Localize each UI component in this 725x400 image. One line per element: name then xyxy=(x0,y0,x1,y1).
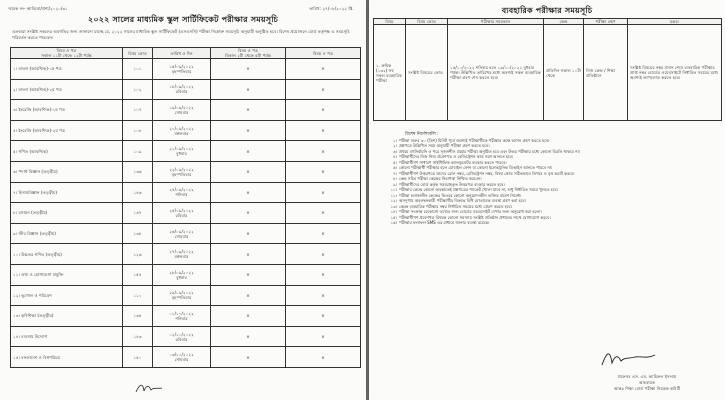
instruction-text: প্রশ্নপত্রে উল্লিখিত সময় অনুযায়ী পরীক্ষা গ্রহণ করতে হবে। xyxy=(399,143,490,149)
cross-mark-cell: × xyxy=(211,285,286,306)
practical-schedule-title: ব্যবহারিক পরীক্ষার সময়সূচি xyxy=(501,6,593,15)
instruction-item xyxy=(385,176,711,181)
header-date: তারিখ ও দিন xyxy=(153,48,211,59)
practical-schedule-table xyxy=(373,18,722,121)
cross-mark-cell: × xyxy=(286,161,361,182)
cross-mark-cell: × xyxy=(211,79,286,100)
header-extra: বিষয় ও পত্র xyxy=(286,48,361,59)
cross-mark-cell: × xyxy=(286,285,361,306)
table-row xyxy=(11,141,361,162)
date-cell: ২১/০৯/২০২২ বুধবার xyxy=(153,141,211,162)
practical-type: নিজ কেন্দ্র / শিক্ষা প্রতিষ্ঠানে xyxy=(584,25,628,121)
practical-period: ১৫/১০/২০২২ শনিবার হতে ১৯/১০/২০২২ বুধবার পর্যন্ত। উল্লিখিত তারিখের মধ্যে অবশ্যই সকল ব্যবহারিক পরীক্ষা গ্রহণ শেষ করতে হবে। xyxy=(448,25,544,121)
subject-cell: ৭। হিসাববিজ্ঞান (তত্ত্বীয়) xyxy=(11,182,123,203)
date-cell: ২৪/০৯/২০২২ শনিবার xyxy=(153,182,211,203)
date-cell: ২৫/০৯/২০২২ রবিবার xyxy=(153,203,211,224)
signer-name: প্রফেসর এস. এম. আমিরুল ইসলাম xyxy=(617,374,677,379)
instruction-number: ৬। xyxy=(392,165,397,171)
instruction-number: ৯। xyxy=(392,181,397,187)
instruction-number: ১০। xyxy=(390,187,397,193)
instruction-text: পরীক্ষার্থীগণ সাধারণ সাইন্টিফিক ক্যালকুলেটর ব্যবহার করতে পারবে। xyxy=(399,159,507,165)
table-row xyxy=(11,79,361,100)
instruction-item xyxy=(385,187,711,192)
instruction-number: ৪। xyxy=(392,154,397,160)
instruction-number: ৮। xyxy=(392,176,397,182)
instruction-item xyxy=(385,209,711,214)
cross-mark-cell: × xyxy=(286,223,361,244)
table-row xyxy=(11,285,361,306)
instruction-text: কেন্দ্র সচিব পরীক্ষা কেন্দ্রের নিরাপত্তা নিশ্চিত করবেন। xyxy=(399,176,482,182)
instruction-item xyxy=(385,160,711,165)
signature-mark-left xyxy=(134,381,174,395)
practical-header-code: বিষয় কোড xyxy=(406,19,448,25)
date-cell: ২৭/০৯/২০২২ মঙ্গলবার xyxy=(153,244,211,265)
cross-mark-cell: × xyxy=(211,326,286,347)
instruction-text: পরীক্ষার্থীগণ প্রবেশপত্র বিষয়ক কোনো সমস্যায় সংশ্লিষ্ট প্রতিষ্ঠান প্রধানের সাথে যোগাযোগ করবে। xyxy=(399,214,551,220)
practical-remarks: সংশ্লিষ্ট বিষয়ের নম্বর প্রদান শেষে ব্যবহারিক পরীক্ষার প্রাপ্ত নম্বর বোর্ডের ওয়েবসাইটে নির্ধারিত সময়ের মধ্যে অবশ্যই আপলোড করতে হবে। xyxy=(628,25,722,121)
code-cell: ১৪৬ xyxy=(123,182,153,203)
right-document-page xyxy=(369,0,725,400)
instruction-item xyxy=(385,220,711,225)
header-subject: বিষয় ও পত্র সকাল ১১টা থেকে ১২টা পর্যন্ত xyxy=(11,48,123,59)
cross-mark-cell: × xyxy=(211,161,286,182)
exam-schedule-table xyxy=(10,47,361,368)
instruction-item xyxy=(385,154,711,159)
instruction-text: পরীক্ষার ফলাফল SMS এর মাধ্যমে জানার ব্যবস্থা রয়েছে। xyxy=(399,220,490,226)
table-row xyxy=(11,100,361,121)
instruction-number: ১৪। xyxy=(390,209,397,215)
cross-mark-cell: × xyxy=(211,100,286,121)
cross-mark-cell: × xyxy=(286,306,361,327)
instruction-number: ১৬। xyxy=(390,220,397,226)
cross-mark-cell: × xyxy=(286,326,361,347)
subject-cell: ১১। তথ্য ও যোগাযোগ প্রযুক্তি xyxy=(11,264,123,285)
instruction-text: পরীক্ষা সংক্রান্ত যেকোনো তথ্যের জন্য বোর্ডের ওয়েবসাইট দেখার জন্য অনুরোধ করা হলো। xyxy=(399,209,542,215)
instruction-text: কোনো পরীক্ষার্থী পরীক্ষার হলে মোবাইল ফোন বা কোনো ইলেকট্রনিক ডিভাইস আনতে পারবে না। xyxy=(399,165,553,171)
practical-header-type: পরীক্ষা গ্রহণ xyxy=(584,19,628,25)
table-row xyxy=(11,120,361,141)
instruction-number: ৭। xyxy=(392,170,397,176)
cross-mark-cell: × xyxy=(286,264,361,285)
code-cell: ১৫৪ xyxy=(123,264,153,285)
practical-header-period: পরীক্ষার সময়কাল xyxy=(448,19,544,25)
practical-header-subject: বিষয় xyxy=(374,19,406,25)
memo-line xyxy=(8,6,358,12)
cross-mark-cell: × xyxy=(286,100,361,121)
practical-center: প্রতিদিন সকাল ১০টা থেকে xyxy=(544,25,584,121)
cross-mark-cell: × xyxy=(286,182,361,203)
instruction-number: ৩। xyxy=(392,148,397,154)
cross-mark-cell: × xyxy=(211,223,286,244)
date-cell: ০২/১০/২০২২ রবিবার xyxy=(153,326,211,347)
subject-cell: ৬। পদার্থ বিজ্ঞান (তত্ত্বীয়) xyxy=(11,161,123,182)
instruction-text: কেন্দ্রে ব্যবহারিক পরীক্ষার নম্বর নির্ধারিত সময়ের মধ্যে প্রেরণ করতে হবে। xyxy=(399,203,513,209)
code-cell: ১৩৬ xyxy=(123,161,153,182)
practical-header-center: কেন্দ্র xyxy=(544,19,584,25)
cross-mark-cell: × xyxy=(211,59,286,80)
cross-mark-cell: × xyxy=(211,141,286,162)
instruction-number: ১৩। xyxy=(390,203,397,209)
instruction-item xyxy=(385,215,711,220)
instruction-number: ১৫। xyxy=(390,214,397,220)
instruction-number: ১। xyxy=(392,138,397,143)
table-row xyxy=(11,347,361,368)
instruction-number: ১২। xyxy=(390,198,397,204)
subject-cell: ১৪। ব্যবসায় উদ্যোগ xyxy=(11,326,123,347)
table-row xyxy=(11,264,361,285)
instruction-text: প্রথমে বহুনির্বাচনি ও পরে সৃজনশীল প্রশ্নের পরীক্ষা অনুষ্ঠিত হবে এবং উভয় পরীক্ষার মধ্যে কোনো বিরতি থাকবে না। xyxy=(399,148,581,154)
date-cell: ২০/০৯/২০২২ মঙ্গলবার xyxy=(153,120,211,141)
subject-cell: ২। বাংলা (আবশ্যিক)-২য় পত্র xyxy=(11,79,123,100)
cross-mark-cell: × xyxy=(286,203,361,224)
memo-number: স্মারক নং- আবিবো/প্রশা/২০২০/৩১ xyxy=(8,6,68,11)
special-instructions-list xyxy=(385,138,711,226)
date-cell: ১৫/০৯/২০২২ বৃহস্পতিবার xyxy=(153,59,211,80)
table-row xyxy=(11,326,361,347)
subject-cell: ৩। ইংরেজি (আবশ্যিক)-১ম পত্র xyxy=(11,100,123,121)
code-cell: ১৩৮ xyxy=(123,223,153,244)
memo-date: তারিখ: ২৭/০৮/২০২২ খ্রি. xyxy=(309,6,354,11)
instruction-number: ২। xyxy=(392,143,397,149)
code-cell: ১০৮ xyxy=(123,120,153,141)
instruction-text: পরীক্ষার্থীগণ উত্তরপত্রে তাদের রোল নম্বর, রেজিস্ট্রেশন নম্বর, বিষয় কোড সঠিকভাবে লিখবে ও বৃত্ত ভরাট করবে। xyxy=(399,170,575,176)
cross-mark-cell: × xyxy=(211,347,286,368)
instruction-item xyxy=(385,143,711,148)
table-row xyxy=(11,59,361,80)
subject-cell: ৪। ইংরেজি (আবশ্যিক)-২য় পত্র xyxy=(11,120,123,141)
practical-code: সংশ্লিষ্ট বিষয়ের কোড xyxy=(406,25,448,121)
code-cell: ১০২ xyxy=(123,79,153,100)
instruction-item xyxy=(385,198,711,203)
cross-mark-cell: × xyxy=(286,59,361,80)
date-cell: ২৯/০৯/২০২২ বৃহস্পতিবার xyxy=(153,285,211,306)
practical-subject: ১. ক্রমিক (১৩২) সহ সকল ব্যবহারিক পরীক্ষা xyxy=(374,25,406,121)
instruction-item xyxy=(385,138,711,143)
date-cell: ০৩/১০/২০২২ সোমবার xyxy=(153,347,211,368)
cross-mark-cell: × xyxy=(211,120,286,141)
cross-mark-cell: × xyxy=(211,182,286,203)
instruction-text: পরীক্ষার্থীদের বোর্ড কর্তৃক সরবরাহকৃত উত্তরপত্র ব্যবহার করতে হবে। xyxy=(399,181,505,187)
header-afternoon: বিষয় ও পত্র বিকাল ২টা থেকে ৫টা পর্যন্ত xyxy=(211,48,286,59)
instruction-item xyxy=(385,171,711,176)
date-cell: ০১/১০/২০২২ শনিবার xyxy=(153,306,211,327)
table-row xyxy=(11,306,361,327)
cross-mark-cell: × xyxy=(211,203,286,224)
practical-header-remarks: মন্তব্য xyxy=(628,19,722,25)
subject-cell: ৮। রসায়ন (তত্ত্বীয়) xyxy=(11,203,123,224)
cross-mark-cell: × xyxy=(211,264,286,285)
special-instructions-heading: বিশেষ নির্দেশাবলি : xyxy=(405,132,439,137)
subject-cell: ১৫। বাংলাদেশ ও বিশ্বপরিচয় xyxy=(11,347,123,368)
signer-office: আন্তঃ শিক্ষা বোর্ড পরীক্ষা নিয়ন্ত্রক কমিটি xyxy=(613,386,681,391)
instruction-text: পরীক্ষার কেন্দ্রে কোনো অবস্থাতেই প্রশ্নপত্রের প্যাকেট খোলা যাবে না, শুধু নির্ধারিত সময়ে খুলতে হবে। xyxy=(399,187,559,193)
code-cell: ১৩৭ xyxy=(123,203,153,224)
cross-mark-cell: × xyxy=(286,141,361,162)
cross-mark-cell: × xyxy=(286,347,361,368)
date-cell: ২২/০৯/২০২২ বৃহস্পতিবার xyxy=(153,161,211,182)
table-row xyxy=(11,182,361,203)
date-cell: ২৬/০৯/২০২২ সোমবার xyxy=(153,223,211,244)
code-cell: ১১০ xyxy=(123,285,153,306)
subject-cell: ১৩। কৃষিশিক্ষা (তত্ত্বীয়) xyxy=(11,306,123,327)
practical-row xyxy=(374,25,722,121)
subject-cell: ১২। ভূগোল ও পরিবেশ xyxy=(11,285,123,306)
instruction-number: ৫। xyxy=(392,159,397,165)
cross-mark-cell: × xyxy=(286,79,361,100)
code-cell: ১০৯ xyxy=(123,141,153,162)
table-row xyxy=(11,203,361,224)
cross-mark-cell: × xyxy=(286,120,361,141)
table-row xyxy=(11,244,361,265)
cross-mark-cell: × xyxy=(286,244,361,265)
cross-mark-cell: × xyxy=(211,306,286,327)
subject-cell: ৫। গণিত (আবশ্যিক) xyxy=(11,141,123,162)
cross-mark-cell: × xyxy=(211,244,286,265)
subject-cell: ১০। উচ্চতর গণিত (তত্ত্বীয়) xyxy=(11,244,123,265)
instruction-text: পরীক্ষা শুরুর ৩০ (ত্রিশ) মিনিট পূর্বে অবশ্যই পরীক্ষার্থীকে পরীক্ষার কক্ষে আসন গ্রহণ করতে হবে। xyxy=(399,138,550,143)
code-cell: ১০১ xyxy=(123,59,153,80)
subject-cell: ৯। জীব বিজ্ঞান (তত্ত্বীয়) xyxy=(11,223,123,244)
code-cell: ১০৭ xyxy=(123,100,153,121)
instruction-item xyxy=(385,149,711,154)
instruction-item xyxy=(385,193,711,198)
instruction-text: অসদুপায় অবলম্বনকারী পরীক্ষার্থীর বিরুদ্ধে বিধি মোতাবেক ব্যবস্থা গ্রহণ করা হবে। xyxy=(399,198,526,204)
instruction-number: ১১। xyxy=(390,192,397,198)
code-cell: ১৩৪ xyxy=(123,306,153,327)
table-header-row xyxy=(11,48,361,59)
instruction-item xyxy=(385,182,711,187)
date-cell: ২৮/০৯/২০২২ বুধবার xyxy=(153,264,211,285)
intro-paragraph: এতদ্বারা সংশ্লিষ্ট সকলের অবগতির জন্য জানানো যাচ্ছে যে, ২০২২ সালের মাধ্যমিক স্কুল সার্টিফিকেট (এসএসসি) পরীক্ষা নিম্নোক্ত সময়সূচি অনুযায়ী অনুষ্ঠিত হবে। বিশেষ প্রয়োজনে বোর্ড কর্তৃপক্ষ এ সময়সূচি পরিবর্তন করতে পারবেন। xyxy=(12,29,350,40)
instruction-text: পরীক্ষার্থীদের নিজ নিজ প্রবেশপত্র ও রেজিস্ট্রেশন কার্ড সঙ্গে আনতে হবে। xyxy=(399,154,514,160)
table-row xyxy=(11,161,361,182)
date-cell: ১৯/০৯/২০২২ সোমবার xyxy=(153,100,211,121)
subject-cell: ১। বাংলা (আবশ্যিক)-১ম পত্র xyxy=(11,59,123,80)
exam-schedule-title: ২০২২ সালের মাধ্যমিক স্কুল সার্টিফিকেট পরীক্ষার সময়সূচি xyxy=(87,15,279,24)
instruction-item xyxy=(385,165,711,170)
code-cell: ১৪৩ xyxy=(123,326,153,347)
code-cell: ১২৬ xyxy=(123,244,153,265)
signature-mark-right xyxy=(599,347,659,369)
date-cell: ১৮/০৯/২০২২ রবিবার xyxy=(153,79,211,100)
signer-title: আহবায়ক xyxy=(638,380,656,385)
code-cell: ১৫০ xyxy=(123,347,153,368)
instruction-text: পরীক্ষা চলাকালীন কেন্দ্রের ভিতরে কোনো অনুমোদনহীন ব্যক্তির প্রবেশ নিষেধ। xyxy=(399,192,522,198)
instruction-item xyxy=(385,204,711,209)
table-row xyxy=(11,223,361,244)
header-code: বিষয় কোড xyxy=(123,48,153,59)
